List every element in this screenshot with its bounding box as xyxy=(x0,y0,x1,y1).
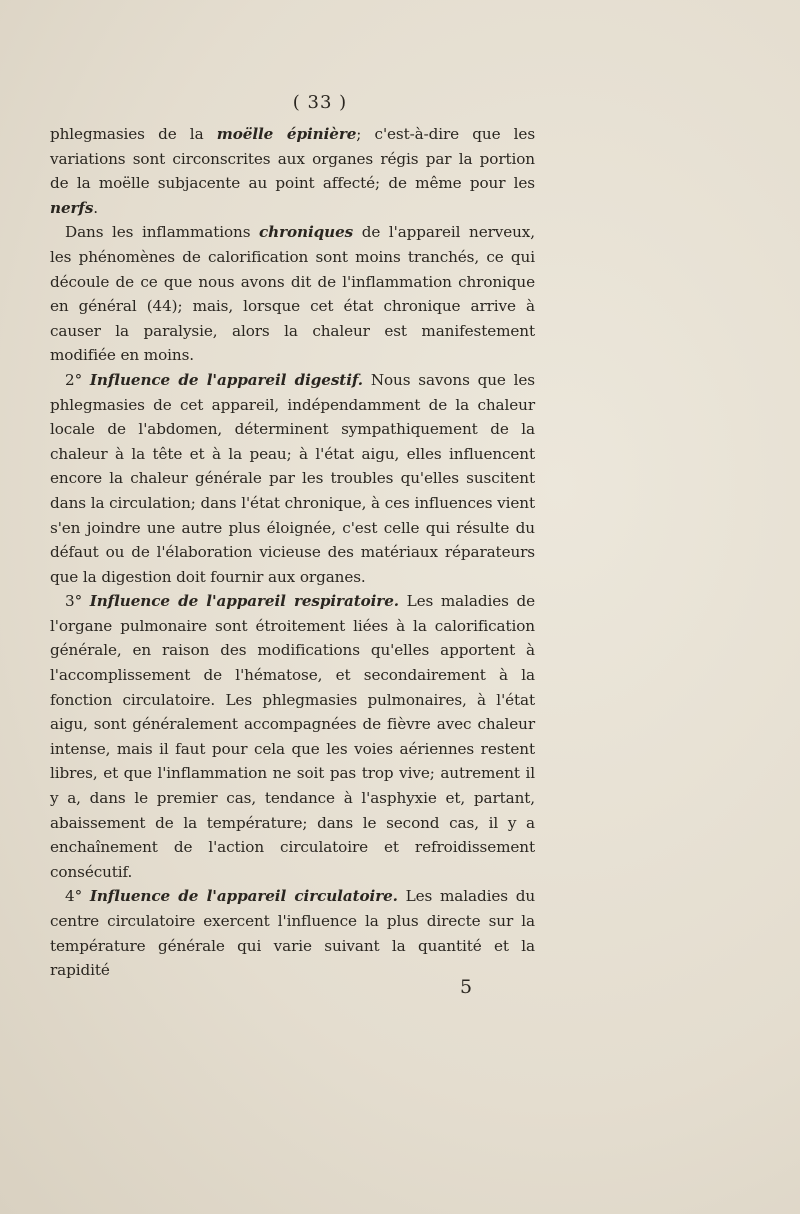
signature-mark: 5 xyxy=(460,976,473,998)
text-run: . xyxy=(93,198,99,217)
text-run: 4° xyxy=(65,887,90,906)
text-run: de l'appareil nerveux, les phénomènes de calorification sont moins tranchés, ce qui découle de ce que nous avons dit de l'inflammation chronique en général (44); mais, lorsque cet état chronique arrive à causer la paralysie, alors la chaleur est manifestement modifiée en moins. xyxy=(50,223,536,365)
book-page xyxy=(50,92,535,983)
emphasis-text: chroniques xyxy=(259,223,354,242)
text-run: Nous savons que les phlegmasies de cet appareil, indépendamment de la chaleur locale de l'abdomen, déterminent sympathiquement de la chaleur à la tête et à la peau; à l'état aigu, elles influencent encore la chaleur générale par les troubles qu'elles suscitent dans la circulation; dans l'état chronique, à ces influences vient s'en joindre une autre plus éloignée, c'est celle qui résulte du défaut ou de l'élaboration vicieuse des matériaux réparateurs que la digestion doit fournir aux organes. xyxy=(50,370,535,586)
text-run: Dans les inflammations xyxy=(65,223,260,242)
paragraph xyxy=(50,884,535,982)
paragraph xyxy=(50,220,535,368)
emphasis-text: Influence de l'appareil respiratoire. xyxy=(89,592,399,611)
text-run: Les maladies de l'organe pulmonaire sont étroitement liées à la calorification générale, en raison des modifications qu'elles apportent à l'accomplissement de l'hématose, et secondairement à la fonction circulatoire. Les phlegmasies pulmonaires, à l'état aigu, sont généralement accompagnées de fièvre avec chaleur intense, mais il faut pour cela que les voies aériennes restent libres, et que l'inflammation ne soit pas trop vive; autrement il y a, dans le premier cas, tendance à l'asphyxie et, partant, abaissement de la température; dans le second cas, il y a enchaînement de l'action circulatoire et refroidissement consécutif. xyxy=(50,592,535,881)
emphasis-text: moëlle épinière xyxy=(216,125,357,143)
text-run: 3° xyxy=(65,592,90,611)
emphasis-text: nerfs xyxy=(50,198,94,217)
text-run: phlegmasies de la xyxy=(50,125,217,143)
text-run: Les maladies du centre circulatoire exercent l'influence la plus directe sur la température générale qui varie suivant la quantité et la rapidité xyxy=(50,887,535,980)
page-number: ( 33 ) xyxy=(292,92,348,113)
emphasis-text: Influence de l'appareil digestif. xyxy=(89,370,363,389)
paragraph xyxy=(50,589,535,884)
text-run: 2° xyxy=(65,370,90,389)
emphasis-text: Influence de l'appareil circulatoire. xyxy=(89,887,398,906)
page-body xyxy=(50,122,535,983)
text-run: ; c'est-à-dire que les variations sont circonscrites aux organes régis par la portion de la moëlle subjacente au point affecté; de même pour les xyxy=(50,125,536,193)
paragraph xyxy=(50,122,535,220)
paragraph xyxy=(50,368,535,589)
